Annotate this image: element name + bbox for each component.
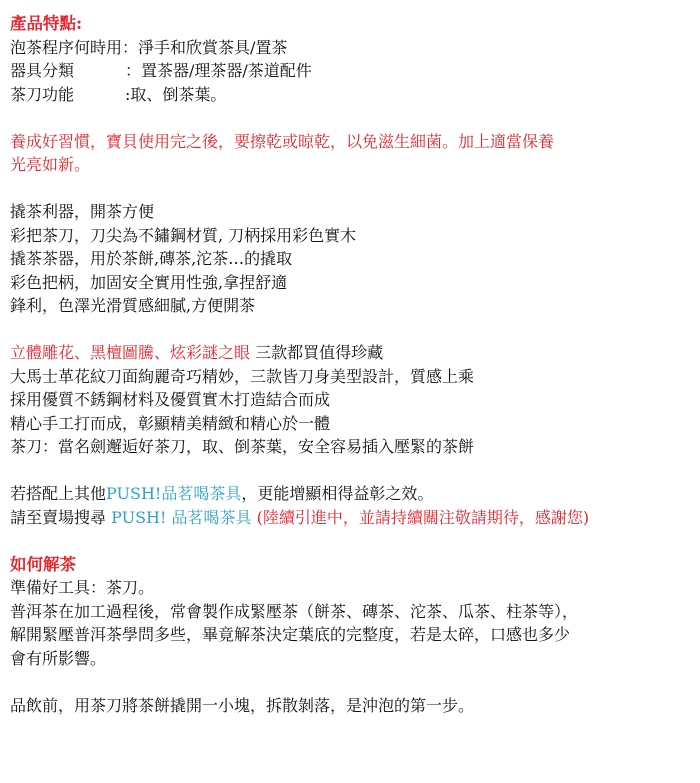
- feature-row-category: [10, 59, 690, 83]
- howto-line: 解開緊壓普洱茶學問多些，畢竟解茶決定葉底的完整度，若是太碎，口感也多少: [10, 625, 571, 644]
- howto-line: 普洱茶在加工過程後，常會製作成緊壓茶（餅茶、磚茶、沱茶、瓜茶、柱茶等），: [10, 601, 579, 621]
- spacer: [10, 318, 690, 342]
- promo-line: [10, 482, 690, 506]
- promo-text: 請至賣場搜尋: [10, 507, 112, 527]
- style-line: 採用優質不銹鋼材料及優質實木打造結合而成: [10, 390, 331, 409]
- feature-label: 器具分類: [10, 61, 75, 80]
- spacer: [10, 106, 690, 130]
- style-names: 立體雕花、黑檀圖騰、炫彩謎之眼: [10, 343, 251, 362]
- spacer: [10, 529, 690, 553]
- howto-line: 準備好工具：茶刀。: [10, 578, 155, 597]
- benefit-line: 撬茶利器，開茶方便: [10, 202, 155, 221]
- brand-name: PUSH!品茗喝茶具: [106, 484, 242, 503]
- benefit-line: 彩色把柄，加固安全實用性強,拿捏舒適: [10, 272, 288, 292]
- feature-value: :取、倒茶葉。: [125, 84, 227, 104]
- features-heading: 產品特點:: [10, 14, 83, 33]
- style-line: 茶刀：當名劍邂逅好茶刀，取、倒茶葉，安全容易插入壓緊的茶餅: [10, 437, 475, 456]
- howto-heading: 如何解茶: [10, 554, 76, 574]
- spacer: [10, 670, 690, 694]
- habit-note-line: 養成好習慣，寶貝使用完之後，要擦乾或晾乾，以免滋生細菌。加上適當保養: [10, 131, 555, 151]
- feature-value: ：淨手和欣賞茶具/置茶: [122, 37, 288, 57]
- promo-text: ，更能增顯相得益彰之效。: [241, 484, 434, 503]
- habit-note-line: 光亮如新。: [10, 155, 91, 174]
- feature-label: 泡茶程序何時用: [10, 37, 123, 57]
- styles-intro: [10, 341, 690, 365]
- promo-note: (陸續引進中，並請持續關注敬請期待，感謝您): [256, 507, 590, 527]
- feature-row-function: [10, 83, 690, 107]
- feature-row-usage: [10, 36, 690, 60]
- product-description: [10, 12, 690, 717]
- style-line: 大馬士革花紋刀面絢麗奇巧精妙，三款皆刀身美型設計，質感上乘: [10, 366, 475, 386]
- benefit-line: 鋒利，色澤光滑質感細膩,方便開茶: [10, 296, 256, 315]
- benefit-line: 彩把茶刀，刀尖為不鏽鋼材質, 刀柄採用彩色實木: [10, 225, 357, 245]
- howto-final-line: 品飲前，用茶刀將茶餅撬開一小塊，拆散剝落，是沖泡的第一步。: [10, 695, 475, 715]
- feature-label: 茶刀功能: [10, 84, 75, 104]
- styles-suffix: 三款都買值得珍藏: [250, 343, 384, 362]
- spacer: [10, 459, 690, 483]
- promo-search-line: [10, 506, 690, 530]
- benefit-line: 撬茶茶器，用於茶餅,磚茶,沱茶…的撬取: [10, 249, 293, 268]
- spacer: [10, 177, 690, 201]
- style-line: 精心手工打而成，彰顯精美精緻和精心於一體: [10, 413, 331, 433]
- feature-value: ：置茶器/理茶器/茶道配件: [125, 61, 312, 80]
- brand-name: PUSH! 品茗喝茶具: [111, 507, 257, 527]
- promo-text: 若搭配上其他: [10, 484, 107, 503]
- howto-line: 會有所影響。: [10, 648, 107, 668]
